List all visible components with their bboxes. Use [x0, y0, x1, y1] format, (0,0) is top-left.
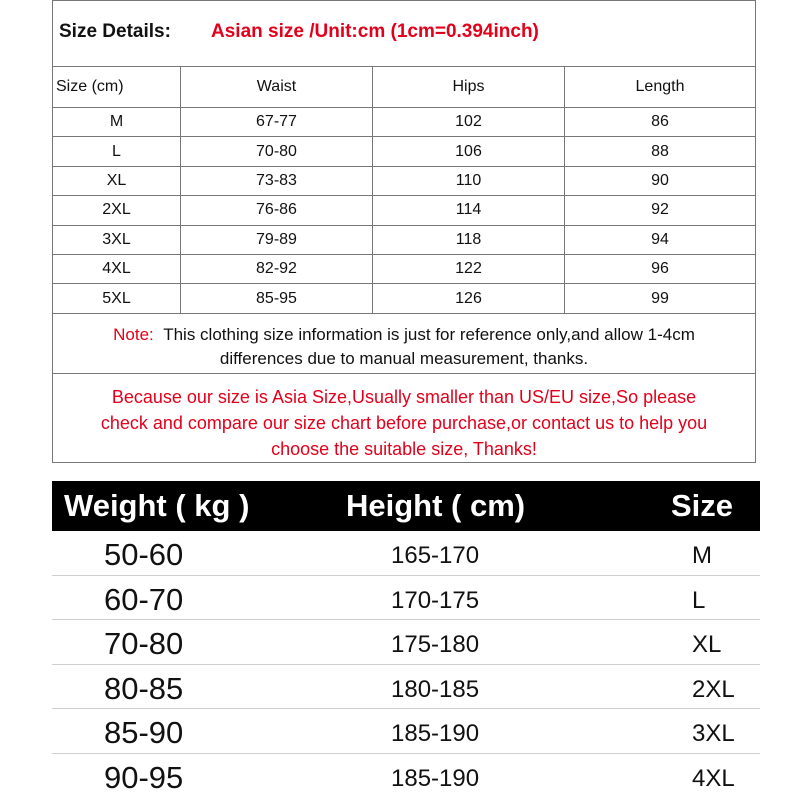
height-cell: 185-190 [391, 720, 480, 747]
waist-cell: 76-86 [181, 196, 373, 224]
warning-line-1: Because our size is Asia Size,Usually smaller than US/EU size,So please [111, 387, 697, 407]
weight-cell: 85-90 [104, 715, 184, 750]
table-row [53, 167, 755, 196]
note-line-1: This clothing size information is just for reference only,and allow 1-4cm [163, 325, 695, 344]
weight-cell: 90-95 [104, 759, 184, 795]
weight-cell: 50-60 [104, 537, 184, 572]
table-row [53, 284, 755, 313]
hips-cell: 126 [373, 284, 565, 312]
size-cell: 3XL [692, 720, 735, 747]
weight-table-header [52, 481, 760, 531]
height-cell: 180-185 [391, 675, 480, 703]
size-grid-header-row [53, 67, 755, 108]
hips-cell: 122 [373, 255, 565, 283]
waist-cell: 70-80 [181, 137, 373, 165]
unit-label: Asian size /Unit:cm (1cm=0.394inch) [211, 21, 539, 42]
table-row [53, 226, 755, 255]
hips-cell: 102 [373, 108, 565, 136]
waist-cell: 73-83 [181, 167, 373, 195]
length-cell: 94 [651, 230, 669, 248]
column-header-height: Height ( cm) [346, 488, 526, 523]
column-header-size: Size [671, 488, 734, 523]
table-row [53, 196, 755, 225]
size-cell: L [53, 137, 181, 165]
weight-cell: 80-85 [104, 670, 184, 706]
height-cell: 165-170 [391, 542, 480, 569]
height-cell: 175-180 [391, 631, 480, 658]
column-header-hips: Hips [373, 67, 565, 107]
hips-cell: 110 [373, 167, 565, 195]
size-cell: XL [53, 167, 181, 195]
size-cell: M [692, 542, 712, 569]
table-row [52, 576, 760, 621]
size-cell: 2XL [692, 675, 735, 703]
height-cell: 185-190 [391, 764, 480, 792]
table-row [53, 108, 755, 137]
table-row [52, 531, 760, 576]
table-row [53, 255, 755, 284]
note-line-2: differences due to manual measurement, thanks. [219, 349, 589, 368]
table-row [52, 709, 760, 754]
measurement-note [53, 314, 755, 374]
waist-cell: 82-92 [181, 255, 373, 283]
size-cell: L [692, 586, 706, 614]
column-header-size: Size (cm) [53, 67, 181, 107]
size-cell: 3XL [53, 226, 181, 254]
note-label: Note: [113, 325, 154, 344]
table-row [52, 665, 760, 710]
warning-line-3: choose the suitable size, Thanks! [271, 439, 537, 459]
hips-cell: 106 [373, 137, 565, 165]
size-details-label: Size Details: [59, 21, 171, 42]
column-header-waist: Waist [181, 67, 373, 107]
column-header-weight: Weight ( kg ) [64, 488, 250, 523]
size-details-table [52, 0, 756, 463]
height-cell: 170-175 [391, 586, 480, 614]
length-cell: 90 [651, 171, 669, 189]
warning-line-2: check and compare our size chart before purchase,or contact us to help you [100, 413, 708, 433]
size-cell: 2XL [53, 196, 181, 224]
waist-cell: 67-77 [181, 108, 373, 136]
size-cell: 5XL [53, 284, 181, 312]
length-cell: 92 [651, 201, 669, 219]
length-cell: 99 [651, 289, 669, 307]
table-row [52, 620, 760, 665]
table-row [52, 754, 760, 799]
length-cell: 88 [651, 142, 669, 160]
waist-cell: 79-89 [181, 226, 373, 254]
size-cell: 4XL [692, 764, 735, 792]
size-cell: 4XL [53, 255, 181, 283]
size-warning [53, 374, 755, 462]
weight-cell: 70-80 [104, 626, 184, 661]
weight-table [52, 531, 760, 798]
column-header-length: Length [635, 78, 685, 95]
waist-cell: 85-95 [181, 284, 373, 312]
size-cell: M [53, 108, 181, 136]
hips-cell: 118 [373, 226, 565, 254]
table-row [53, 137, 755, 166]
hips-cell: 114 [373, 196, 565, 224]
weight-cell: 60-70 [104, 581, 184, 617]
size-cell: XL [692, 631, 722, 658]
size-grid [53, 67, 755, 314]
length-cell: 96 [651, 260, 669, 278]
size-details-header [53, 1, 755, 67]
length-cell: 86 [651, 113, 669, 131]
